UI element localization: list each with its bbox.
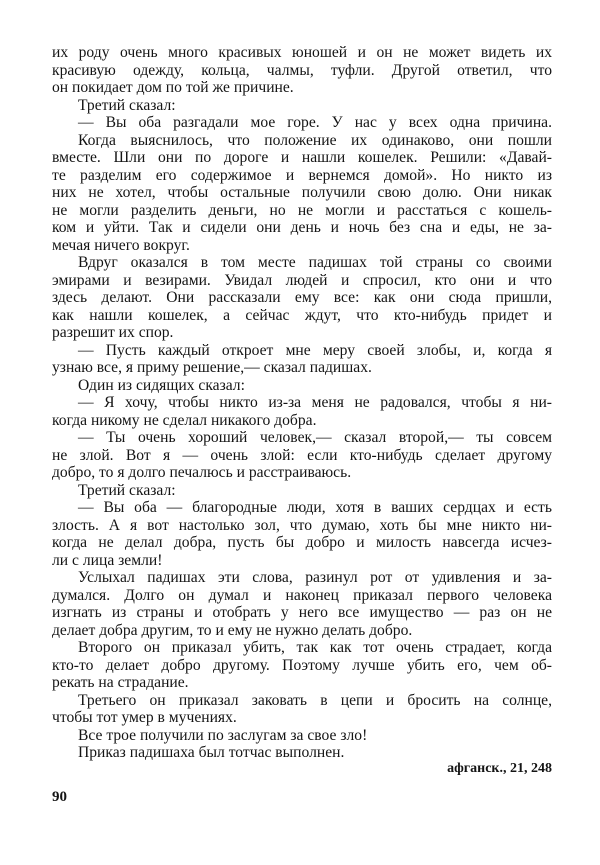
- text-line: Вдруг оказался в том месте падишах той страны со своими: [78, 254, 552, 271]
- text-line: чтобы тот умер в мучениях.: [52, 709, 237, 726]
- text-line: — Ты очень хороший человек,— сказал второй,— ты совсем: [78, 429, 552, 446]
- text-line: не могли разделить деньги, но не могли и расстаться с кошель-: [52, 201, 552, 219]
- text-line: эмирами и везирами. Увидал людей и спросил, кто они и что: [52, 271, 552, 289]
- text-line: думался. Долго он думал и наконец приказал первого человека: [52, 586, 552, 604]
- text-line: он покидает дом по той же причине.: [52, 79, 294, 96]
- text-line: Третий сказал:: [78, 481, 176, 499]
- text-line: Третьего он приказал заковать в цепи и бросить на солнце,: [78, 691, 552, 709]
- text-line: — Я хочу, чтобы никто из-за меня не радовался, чтобы я ни-: [78, 394, 552, 411]
- text-line: ком и уйти. Так и сидели они день и ночь без сна и еды, не за-: [52, 219, 552, 236]
- text-line: — Вы оба — благородные люди, хотя в ваших сердцах и есть: [78, 499, 552, 516]
- text-line: не злой. Вот я — очень злой: если кто-нибудь сделает другому: [52, 446, 552, 464]
- text-line: добро, то я долго печалюсь и расстраиваюсь.: [52, 464, 352, 481]
- text-line: кто-то делает добро другому. Поэтому лучше убить его, чем об-: [52, 656, 552, 674]
- text-line: узнаю все, я приму решение,— сказал падишах.: [52, 359, 372, 376]
- text-line: делает добра другим, то и ему не нужно делать добро.: [52, 621, 413, 639]
- text-line: Третий сказал:: [78, 96, 176, 114]
- text-line: Услыхал падишах эти слова, разинул рот от удивления и за-: [78, 569, 552, 586]
- text-line: них не хотел, чтобы остальные получили свою долю. Они никак: [52, 184, 552, 201]
- page-body-text: [52, 44, 552, 762]
- text-line: злость. А я вот настолько зол, что думаю, хоть бы мне никто ни-: [52, 516, 552, 534]
- text-line: изгнать из страны и отобрать у него все имущество — раз он не: [52, 604, 552, 621]
- text-line: вместе. Шли они по дороге и нашли кошелек. Решили: «Давай-: [52, 149, 552, 166]
- text-line: Все трое получили по заслугам за свое зло!: [78, 726, 368, 744]
- text-line: — Пусть каждый откроет мне меру своей злобы, и, когда я: [78, 341, 552, 359]
- text-line: рекать на страдание.: [52, 674, 189, 691]
- text-line: Один из сидящих сказал:: [78, 376, 245, 394]
- text-line: разрешит их спор.: [52, 324, 174, 341]
- text-line: красивую одежду, кольца, чалмы, туфли. Другой ответил, что: [52, 61, 552, 79]
- page-number: 90: [52, 789, 67, 805]
- text-line: их роду очень много красивых юношей и он не может видеть их: [52, 44, 552, 61]
- text-line: Второго он приказал убить, так как тот очень страдает, когда: [78, 639, 552, 656]
- text-line: мечая ничего вокруг.: [52, 236, 190, 254]
- text-line: Приказ падишаха был тотчас выполнен.: [78, 744, 345, 761]
- text-line: когда никому не сделал никакого добра.: [52, 411, 317, 429]
- text-line: ли с лица земли!: [52, 551, 163, 569]
- text-line: — Вы оба разгадали мое горе. У нас у всех одна причина.: [78, 114, 552, 131]
- text-line: Когда выяснилось, что положение их одинаково, они пошли: [78, 131, 552, 149]
- text-line: когда не делал добра, пусть бы добро и милость навсегда исчез-: [52, 534, 552, 551]
- text-line: здесь делают. Они рассказали ему все: как они сюда пришли,: [52, 289, 552, 306]
- text-line: те разделим его содержимое и вернемся домой». Но никто из: [52, 166, 552, 184]
- source-citation: афганск., 21, 248: [447, 761, 552, 776]
- text-line: как нашли кошелек, а сейчас ждут, что кто-нибудь придет и: [52, 306, 552, 324]
